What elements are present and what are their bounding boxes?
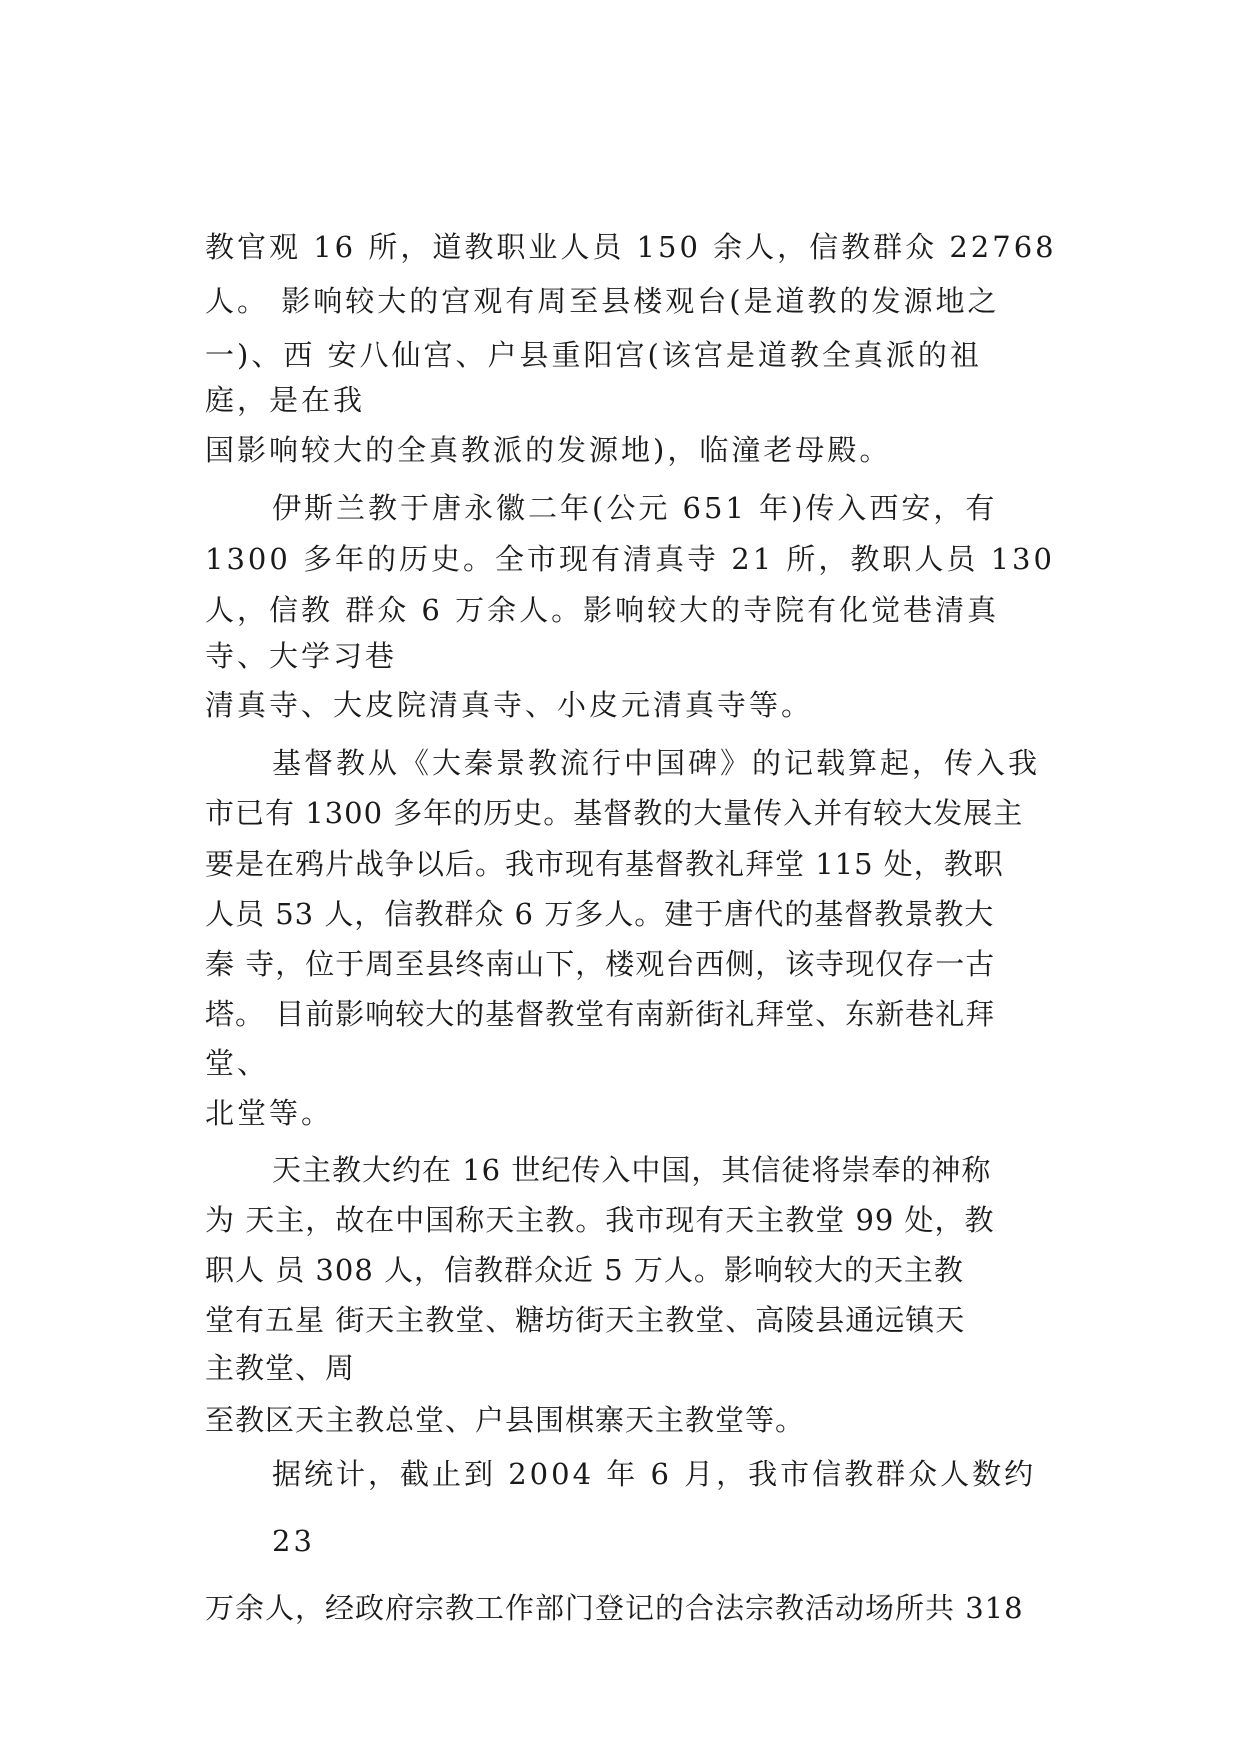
text-line: 人。 影响较大的宫观有周至县楼观台(是道教的发源地之 [205,284,1000,318]
text-line: 一)、西 安八仙宫、户县重阳宫(该宫是道教全真派的祖 [205,338,982,372]
paragraph-start-line: 天主教大约在 16 世纪传入中国，其信徒将崇奉的神称 [272,1153,992,1187]
text-line: 寺、大学习巷 [205,639,398,673]
text-line: 人，信教 群众 6 万余人。影响较大的寺院有化觉巷清真 [205,593,1000,627]
paragraph-start-line: 据统计，截止到 2004 年 6 月，我市信教群众人数约 [272,1457,1037,1491]
text-line: 人员 53 人，信教群众 6 万多人。建于唐代的基督教景教大 [205,897,995,931]
text-line: 北堂等。 [205,1096,334,1130]
paragraph-start-line: 伊斯兰教于唐永徽二年(公元 651 年)传入西安，有 [272,491,998,525]
text-line: 秦 寺，位于周至县终南山下，楼观台西侧，该寺现仅存一古 [205,947,996,981]
text-line: 23 [272,1524,315,1558]
text-line: 堂有五星 街天主教堂、糖坊街天主教堂、高陵县通远镇天 [205,1303,966,1337]
text-line: 为 天主，故在中国称天主教。我市现有天主教堂 99 处，教 [205,1203,995,1237]
text-line: 万余人，经政府宗教工作部门登记的合法宗教活动场所共 318 [205,1591,1024,1625]
text-line: 职人 员 308 人，信教群众近 5 万人。影响较大的天主教 [205,1253,964,1287]
text-line: 清真寺、大皮院清真寺、小皮元清真寺等。 [205,688,814,722]
text-line: 国影响较大的全真教派的发源地)，临潼老母殿。 [205,433,892,467]
text-line: 1300 多年的历史。全市现有清真寺 21 所，教职人员 130 [205,542,1055,576]
text-line: 市已有 1300 多年的历史。基督教的大量传入并有较大发展主 [205,796,1024,830]
text-line: 教官观 16 所，道教职业人员 150 余人，信教群众 22768 [205,230,1057,264]
text-line: 庭，是在我 [205,383,366,417]
text-line: 主教堂、周 [205,1351,356,1385]
text-line: 堂、 [205,1046,270,1080]
text-line: 至教区天主教总堂、户县围棋寨天主教堂等。 [205,1403,806,1437]
paragraph-start-line: 基督教从《大秦景教流行中国碑》的记载算起，传入我 [272,746,1041,780]
text-line: 塔。 目前影响较大的基督教堂有南新街礼拜堂、东新巷礼拜 [205,997,996,1031]
text-line: 要是在鸦片战争以后。我市现有基督教礼拜堂 115 处，教职 [205,847,1004,881]
